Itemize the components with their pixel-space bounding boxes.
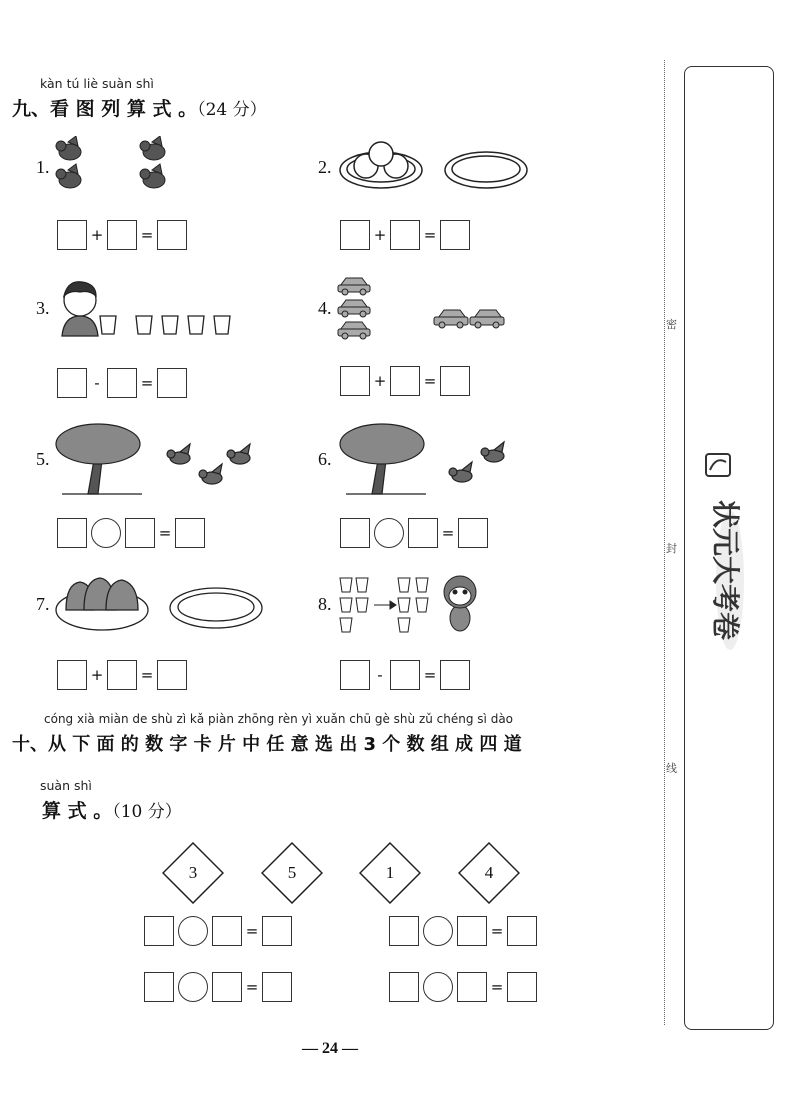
card-number: 3 bbox=[188, 863, 198, 882]
tree-birds-picture bbox=[336, 420, 516, 496]
answer-box[interactable] bbox=[389, 972, 419, 1002]
number-card bbox=[359, 842, 421, 904]
answer-box[interactable] bbox=[340, 366, 370, 396]
cars-picture bbox=[336, 272, 511, 344]
answer-box[interactable] bbox=[507, 972, 537, 1002]
answer-box[interactable] bbox=[212, 972, 242, 1002]
birds-picture bbox=[52, 136, 182, 198]
card-number: 5 bbox=[287, 863, 297, 882]
peach-plates-picture bbox=[54, 568, 264, 634]
section10-title: 算 式 。 bbox=[42, 800, 113, 822]
equation-4 bbox=[340, 365, 470, 397]
plus-sign: + bbox=[373, 226, 387, 244]
equation-8 bbox=[340, 659, 470, 691]
card-number: 1 bbox=[385, 863, 395, 882]
bird-icon bbox=[56, 164, 81, 188]
equation-3 bbox=[57, 367, 187, 399]
card-equation bbox=[144, 971, 292, 1003]
seal-line bbox=[664, 60, 665, 1025]
answer-box[interactable] bbox=[107, 368, 137, 398]
card-equation bbox=[144, 915, 292, 947]
answer-box[interactable] bbox=[262, 916, 292, 946]
card-equation bbox=[389, 971, 537, 1003]
number-card bbox=[162, 842, 224, 904]
answer-box[interactable] bbox=[440, 366, 470, 396]
section10-heading-line1: 十、从 下 面 的 数 字 卡 片 中 任 意 选 出 3 个 数 组 成 四 道 bbox=[12, 734, 522, 755]
equation-7 bbox=[57, 659, 187, 691]
peach-icon bbox=[66, 578, 138, 610]
answer-box[interactable] bbox=[507, 916, 537, 946]
operator-circle[interactable] bbox=[178, 916, 208, 946]
equals-sign: = bbox=[490, 978, 504, 996]
answer-box[interactable] bbox=[107, 220, 137, 250]
answer-box[interactable] bbox=[175, 518, 205, 548]
section10-pinyin-line2: suàn shì bbox=[40, 778, 92, 793]
equation-5 bbox=[57, 517, 205, 549]
problem-3-number: 3. bbox=[36, 298, 50, 318]
answer-box[interactable] bbox=[457, 972, 487, 1002]
equals-sign: = bbox=[140, 666, 154, 684]
bird-icon bbox=[227, 444, 250, 464]
answer-box[interactable] bbox=[157, 660, 187, 690]
problem-4-number: 4. bbox=[318, 298, 332, 318]
answer-box[interactable] bbox=[144, 972, 174, 1002]
answer-box[interactable] bbox=[157, 368, 187, 398]
boy-icon bbox=[62, 316, 98, 336]
problem-7-number: 7. bbox=[36, 594, 50, 614]
seal-mark: 封 bbox=[666, 542, 677, 555]
page-number: — 24 — bbox=[302, 1040, 358, 1057]
answer-box[interactable] bbox=[390, 220, 420, 250]
cup-icon bbox=[340, 578, 368, 632]
boy-cups-picture bbox=[54, 276, 234, 346]
bird-icon bbox=[199, 464, 222, 484]
equals-sign: = bbox=[441, 524, 455, 542]
cup-icon bbox=[100, 316, 116, 334]
answer-box[interactable] bbox=[340, 220, 370, 250]
arrow-icon bbox=[374, 601, 396, 609]
equation-1 bbox=[57, 219, 187, 251]
equation-2 bbox=[340, 219, 470, 251]
bird-icon bbox=[140, 164, 165, 188]
plus-sign: + bbox=[90, 666, 104, 684]
equation-6 bbox=[340, 517, 488, 549]
section10-score: （10 分） bbox=[112, 802, 182, 822]
minus-sign: - bbox=[94, 374, 100, 392]
answer-box[interactable] bbox=[57, 220, 87, 250]
section9-pinyin: kàn tú liè suàn shì bbox=[40, 76, 154, 91]
equals-sign: = bbox=[245, 922, 259, 940]
answer-box[interactable] bbox=[262, 972, 292, 1002]
apple-icon bbox=[354, 142, 408, 178]
answer-box[interactable] bbox=[340, 518, 370, 548]
answer-box[interactable] bbox=[212, 916, 242, 946]
card-number: 4 bbox=[484, 863, 494, 882]
answer-box[interactable] bbox=[390, 366, 420, 396]
bird-icon bbox=[167, 444, 190, 464]
brand-logo bbox=[700, 450, 760, 650]
card-equation bbox=[389, 915, 537, 947]
monkey-icon bbox=[444, 576, 476, 631]
answer-box[interactable] bbox=[157, 220, 187, 250]
car-icon bbox=[434, 310, 468, 328]
equals-sign: = bbox=[490, 922, 504, 940]
operator-circle[interactable] bbox=[423, 972, 453, 1002]
problem-8-number: 8. bbox=[318, 594, 332, 614]
tree-icon bbox=[340, 424, 426, 494]
answer-box[interactable] bbox=[458, 518, 488, 548]
cup-icon bbox=[398, 578, 428, 632]
answer-box[interactable] bbox=[457, 916, 487, 946]
operator-circle[interactable] bbox=[178, 972, 208, 1002]
answer-box[interactable] bbox=[57, 368, 87, 398]
cup-icon bbox=[136, 316, 230, 334]
bird-icon bbox=[56, 136, 81, 160]
section10-heading-line2 bbox=[42, 796, 182, 823]
operator-circle[interactable] bbox=[91, 518, 121, 548]
section9-score: （24 分） bbox=[197, 100, 267, 120]
seal-mark: 线 bbox=[666, 762, 677, 775]
minus-sign: - bbox=[377, 666, 383, 684]
answer-box[interactable] bbox=[107, 660, 137, 690]
section10-pinyin-line1: cóng xià miàn de shù zì kǎ piàn zhōng rèn yì xuǎn chū gè shù zǔ chéng sì dào bbox=[44, 712, 514, 726]
answer-box[interactable] bbox=[389, 916, 419, 946]
equals-sign: = bbox=[140, 226, 154, 244]
answer-box[interactable] bbox=[440, 220, 470, 250]
car-icon bbox=[470, 310, 504, 328]
equals-sign: = bbox=[423, 372, 437, 390]
plus-sign: + bbox=[373, 372, 387, 390]
plus-sign: + bbox=[90, 226, 104, 244]
problem-5-number: 5. bbox=[36, 449, 50, 469]
equals-sign: = bbox=[140, 374, 154, 392]
car-icon bbox=[338, 322, 370, 339]
answer-box[interactable] bbox=[408, 518, 438, 548]
equals-sign: = bbox=[158, 524, 172, 542]
equals-sign: = bbox=[423, 226, 437, 244]
problem-1-number: 1. bbox=[36, 157, 50, 177]
answer-box[interactable] bbox=[57, 518, 87, 548]
bird-icon bbox=[140, 136, 165, 160]
answer-box[interactable] bbox=[125, 518, 155, 548]
equals-sign: = bbox=[423, 666, 437, 684]
operator-circle[interactable] bbox=[423, 916, 453, 946]
answer-box[interactable] bbox=[340, 660, 370, 690]
answer-box[interactable] bbox=[440, 660, 470, 690]
tree-birds-picture bbox=[52, 420, 262, 496]
answer-box[interactable] bbox=[390, 660, 420, 690]
answer-box[interactable] bbox=[57, 660, 87, 690]
logo-badge-icon bbox=[706, 454, 730, 476]
section9-title: 九、看 图 列 算 式 。 bbox=[12, 98, 198, 120]
answer-box[interactable] bbox=[144, 916, 174, 946]
problem-2-number: 2. bbox=[318, 157, 332, 177]
bird-icon bbox=[449, 462, 472, 482]
number-card bbox=[261, 842, 323, 904]
section9-heading bbox=[12, 94, 267, 121]
problem-6-number: 6. bbox=[318, 449, 332, 469]
logo-text: 状元大考卷 bbox=[709, 500, 742, 641]
apple-plates-picture bbox=[336, 136, 531, 196]
cups-monkey-picture bbox=[334, 570, 494, 636]
operator-circle[interactable] bbox=[374, 518, 404, 548]
seal-mark: 密 bbox=[666, 318, 677, 331]
tree-icon bbox=[56, 424, 142, 494]
car-icon bbox=[338, 278, 370, 295]
equals-sign: = bbox=[245, 978, 259, 996]
number-card bbox=[458, 842, 520, 904]
bird-icon bbox=[481, 442, 504, 462]
car-icon bbox=[338, 300, 370, 317]
